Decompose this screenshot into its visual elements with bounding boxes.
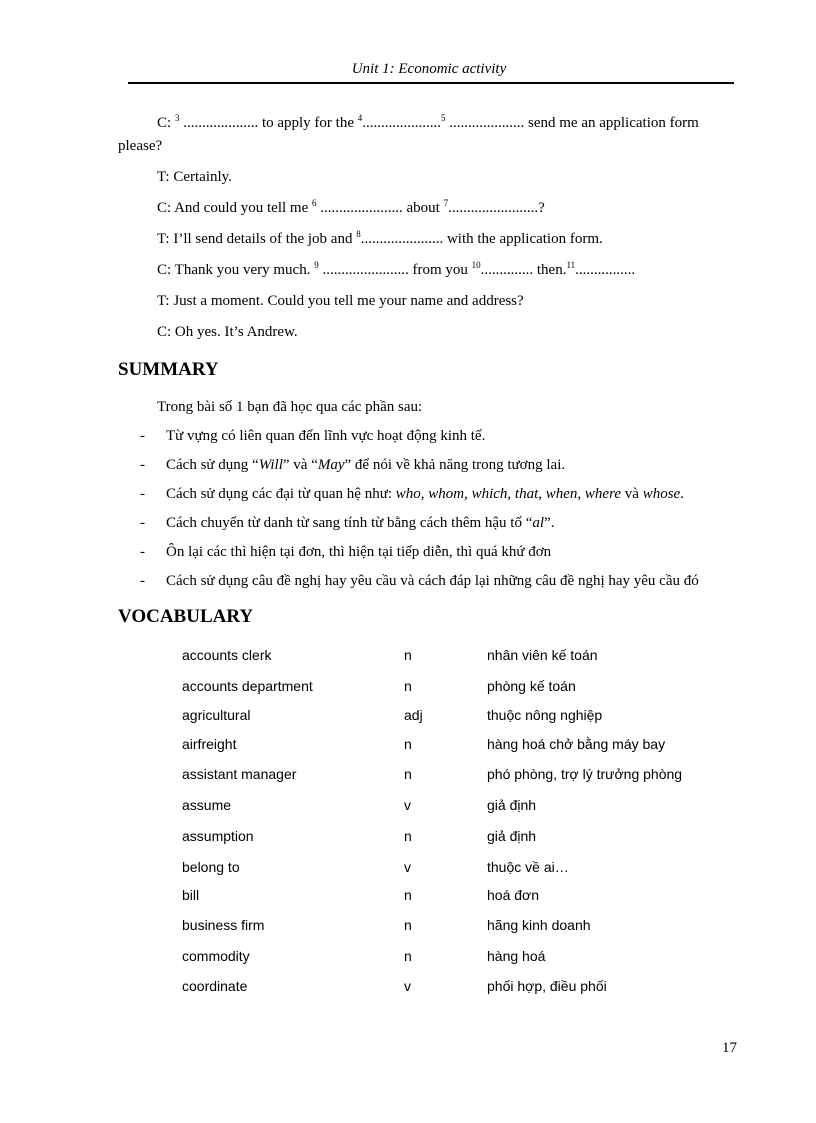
- vocab-pos: n: [404, 828, 412, 844]
- vocab-term: assumption: [182, 828, 254, 844]
- bullet-emphasis: al: [532, 515, 545, 531]
- bullet-text: Từ vựng có liên quan đến lĩnh vực hoạt động kinh tế.: [166, 428, 486, 444]
- dialogue-text: .............. then.: [480, 262, 567, 278]
- dialogue-text: .....................: [362, 115, 441, 131]
- vocab-meaning: phòng kế toán: [487, 678, 576, 694]
- blank-number: 8: [356, 229, 361, 239]
- bullet-text-part: Cách chuyển từ danh từ sang tính từ bằng cách thêm hậu tố “: [166, 515, 533, 531]
- dialogue-text: .................... send me an application form: [445, 115, 699, 131]
- vocab-pos: n: [404, 887, 412, 903]
- vocab-pos: n: [404, 917, 412, 933]
- vocab-pos: v: [404, 978, 411, 994]
- bullet-dash: -: [140, 515, 145, 531]
- summary-heading: SUMMARY: [118, 359, 219, 380]
- vocab-term: commodity: [182, 948, 250, 964]
- bullet-text-part: Cách sử dụng “: [166, 457, 259, 473]
- page-number: 17: [722, 1040, 737, 1056]
- dialogue-line: [157, 231, 603, 248]
- bullet-dash: -: [140, 544, 145, 560]
- bullet-emphasis: who, whom, which, that, when, where: [395, 486, 622, 502]
- vocab-meaning: hàng hoá chở bằng máy bay: [487, 736, 666, 752]
- vocab-pos: n: [404, 678, 412, 694]
- vocab-term: bill: [182, 887, 200, 903]
- vocab-pos: v: [404, 797, 411, 813]
- dialogue-line: T: Just a moment. Could you tell me your name and address?: [157, 293, 524, 309]
- header-title: Unit 1: Economic activity: [351, 61, 507, 77]
- vocab-meaning: nhân viên kế toán: [487, 647, 598, 663]
- dialogue-line: [157, 115, 699, 132]
- blank-number: 11: [566, 260, 576, 270]
- bullet-dash: -: [140, 573, 145, 589]
- dialogue-text: ........................?: [448, 200, 545, 216]
- bullet-dash: -: [140, 457, 145, 473]
- header-divider: [128, 82, 734, 84]
- bullet-text: Ôn lại các thì hiện tại đơn, thì hiện tại tiếp diễn, thì quá khứ đơn: [166, 544, 552, 560]
- vocab-term: airfreight: [182, 736, 237, 752]
- bullet-text: Cách sử dụng câu đề nghị hay yêu cầu và cách đáp lại những câu đề nghị hay yêu cầu đó: [166, 573, 699, 589]
- dialogue-line: [157, 200, 545, 217]
- dialogue-text: C:: [157, 115, 175, 131]
- vocab-meaning: phó phòng, trợ lý trưởng phòng: [487, 766, 683, 782]
- vocab-pos: n: [404, 736, 412, 752]
- summary-intro: Trong bài số 1 bạn đã học qua các phần sau:: [157, 399, 423, 415]
- vocab-meaning: thuộc về ai…: [487, 859, 569, 875]
- vocab-pos: n: [404, 647, 412, 663]
- vocab-term: business firm: [182, 917, 265, 933]
- bullet-dash: -: [140, 486, 145, 502]
- bullet-text-part: .: [680, 486, 684, 502]
- blank-number: 10: [471, 260, 481, 270]
- blank-number: 7: [443, 198, 449, 208]
- dialogue-text: C: And could you tell me: [157, 200, 312, 216]
- blank-number: 6: [312, 198, 317, 208]
- vocab-term: accounts department: [182, 678, 313, 694]
- dialogue-text: T: I’ll send details of the job and: [157, 231, 357, 247]
- vocab-term: assistant manager: [182, 766, 297, 782]
- vocab-pos: adj: [404, 707, 423, 723]
- bullet-text-part: Cách sử dụng các đại từ quan hệ như:: [166, 486, 396, 502]
- dialogue-text: ................: [575, 262, 636, 278]
- vocab-pos: n: [404, 948, 412, 964]
- dialogue-text: .................... to apply for the: [179, 115, 358, 131]
- vocab-term: agricultural: [182, 707, 251, 723]
- dialogue-text: ...................... about: [316, 200, 444, 216]
- dialogue-text: ...................... with the application form.: [360, 231, 603, 247]
- dialogue-text: ....................... from you: [318, 262, 472, 278]
- blank-number: 5: [441, 113, 446, 123]
- bullet-text-part: ” để nói về khả năng trong tương lai.: [344, 457, 566, 473]
- dialogue-text: C: Thank you very much.: [157, 262, 315, 278]
- blank-number: 4: [357, 113, 363, 123]
- dialogue-line: T: Certainly.: [157, 169, 232, 185]
- dialogue-line: C: Oh yes. It’s Andrew.: [157, 324, 298, 340]
- vocab-meaning: hãng kinh doanh: [487, 917, 591, 933]
- vocab-term: coordinate: [182, 978, 248, 994]
- bullet-text-part: ” và “: [282, 457, 318, 473]
- vocab-meaning: hàng hoá: [487, 948, 546, 964]
- blank-number: 9: [314, 260, 319, 270]
- bullet-text: [166, 486, 684, 503]
- bullet-text-part: và: [621, 486, 643, 502]
- vocab-meaning: thuộc nông nghiệp: [487, 707, 603, 723]
- vocab-meaning: hoá đơn: [487, 887, 540, 903]
- vocab-meaning: giả định: [487, 828, 537, 844]
- bullet-emphasis: May: [317, 457, 345, 473]
- vocab-meaning: phối hợp, điều phối: [487, 978, 607, 994]
- vocab-pos: n: [404, 766, 412, 782]
- vocab-meaning: giả định: [487, 797, 537, 813]
- bullet-text-part: ”.: [544, 515, 555, 531]
- vocab-pos: v: [404, 859, 411, 875]
- dialogue-line: [157, 262, 635, 279]
- bullet-emphasis: whose: [642, 486, 681, 502]
- vocab-term: assume: [182, 797, 232, 813]
- blank-number: 3: [174, 113, 180, 123]
- bullet-text: [166, 515, 554, 532]
- vocab-term: accounts clerk: [182, 647, 272, 663]
- bullet-dash: -: [140, 428, 145, 444]
- vocab-term: belong to: [182, 859, 240, 875]
- vocabulary-heading: VOCABULARY: [118, 606, 254, 627]
- dialogue-line-continuation: please?: [118, 138, 163, 154]
- bullet-text: [166, 457, 565, 474]
- bullet-emphasis: Will: [258, 457, 283, 473]
